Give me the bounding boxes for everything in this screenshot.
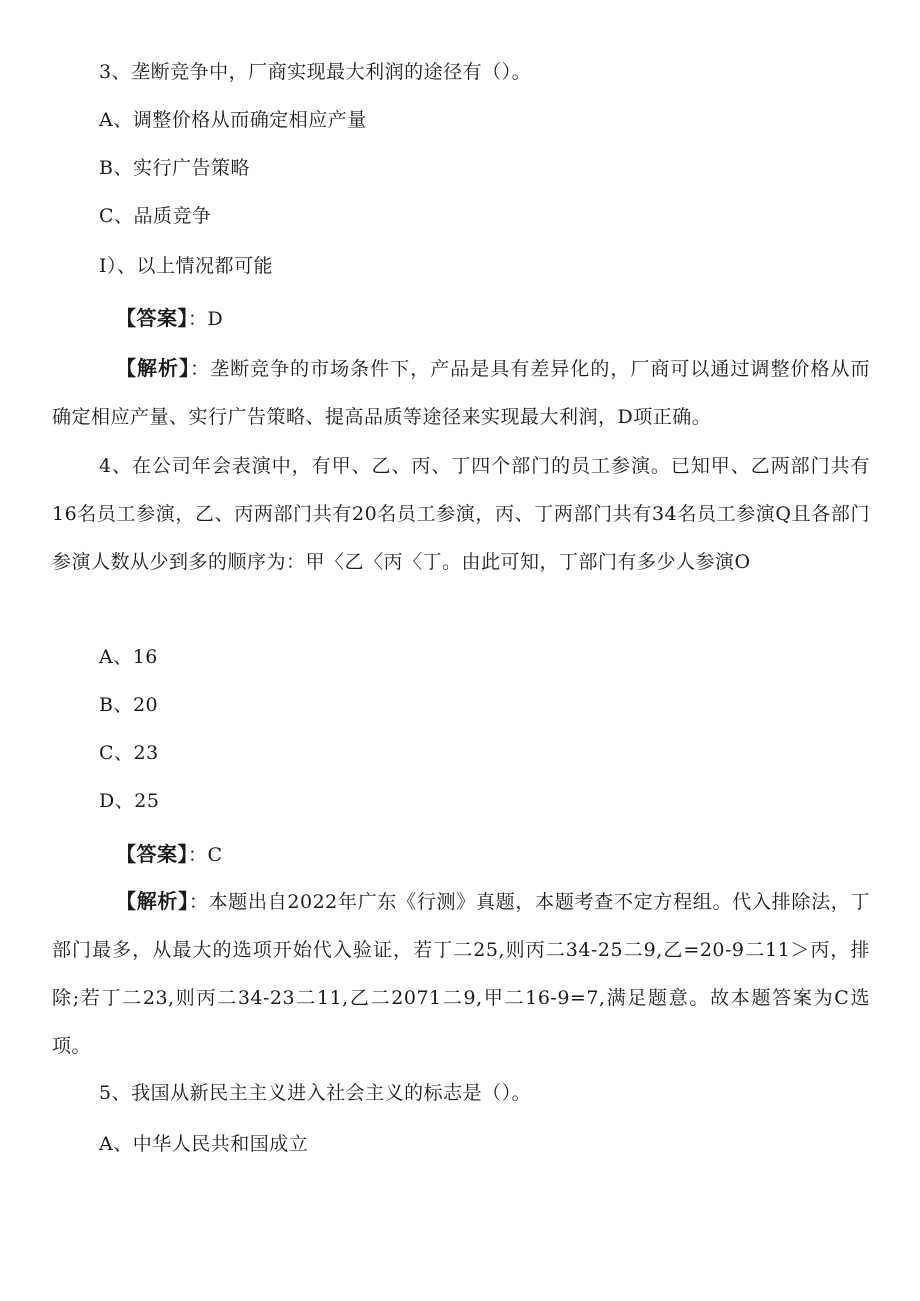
- question-3-option-c: C、品质竞争: [99, 205, 212, 227]
- question-3-option-d: I）、以上情况都可能: [99, 255, 274, 277]
- question-3-option-a: A、调整价格从而确定相应产量: [99, 109, 367, 131]
- question-3-analysis: [52, 344, 870, 441]
- question-3-option-b: B、实行广告策略: [99, 157, 250, 179]
- question-4-option-d: D、25: [99, 790, 160, 812]
- question-5-stem: 5、我国从新民主主义进入社会主义的标志是（）。: [99, 1082, 532, 1104]
- question-4-answer: [116, 842, 223, 867]
- question-4-stem: 4、在公司年会表演中，有甲、乙、丙、丁四个部门的员工参演。已知甲、乙两部门共有16名员工参演，乙、丙两部门共有20名员工参演，丙、丁两部门共有34名员工参演Q且各部门参演人数从少到多的顺序为：甲〈乙〈丙〈丁。由此可知，丁部门有多少人参演O: [52, 455, 870, 573]
- analysis-tag: 【解析】: [116, 356, 191, 380]
- question-3-stem: 3、垄断竞争中，厂商实现最大利润的途径有（）。: [99, 61, 532, 83]
- answer-value: ：D: [188, 308, 224, 330]
- question-4-option-b: B、20: [99, 694, 159, 716]
- analysis-text: ：垄断竞争的市场条件下，产品是具有差异化的，厂商可以通过调整价格从而确定相应产量、实行广告策略、提高品质等途径来实现最大利润，D项正确。: [52, 358, 870, 428]
- question-5-option-a: A、中华人民共和国成立: [99, 1133, 309, 1155]
- answer-value: ：C: [188, 844, 223, 866]
- answer-tag: 【答案】: [116, 842, 188, 866]
- analysis-text: ：本题出自2022年广东《行测》真题，本题考查不定方程组。代入排除法，丁部门最多，从最大的选项开始代入验证，若丁二25,则丙二34-25二9,乙=20-9二11＞丙，排除;若丁二23,则丙二34-23二11,乙二2071二9,甲二16-9=7,满足题意。故本题答案为C选项。: [52, 891, 871, 1057]
- analysis-tag: 【解析】: [116, 889, 189, 913]
- question-4-option-c: C、23: [99, 742, 159, 764]
- question-4-option-a: A、16: [99, 646, 158, 668]
- answer-tag: 【答案】: [116, 306, 188, 330]
- question-4-analysis: [52, 877, 870, 1070]
- question-3-answer: [116, 306, 223, 331]
